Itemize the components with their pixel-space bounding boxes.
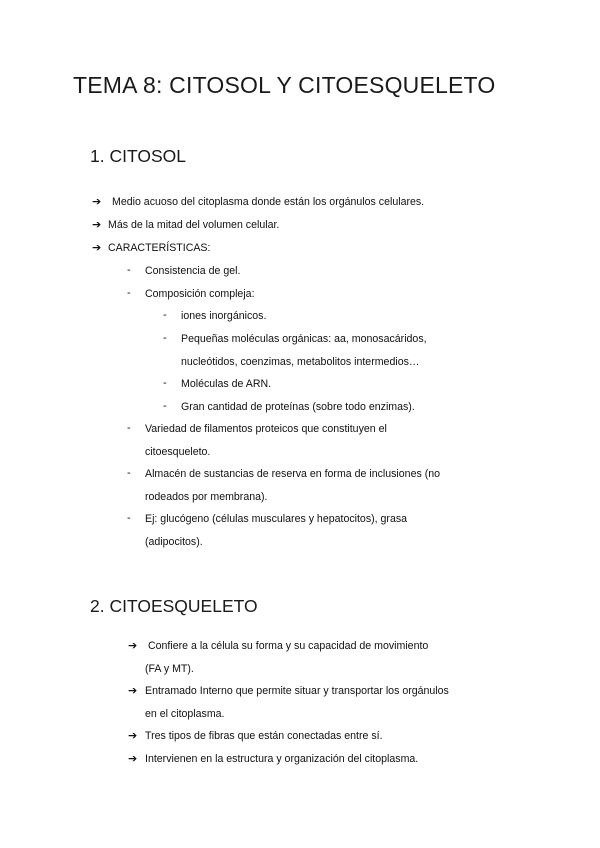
- arrow-bullet-icon: ➔: [128, 639, 138, 652]
- bullet-text: Intervienen en la estructura y organización del citoplasma.: [145, 753, 419, 765]
- arrow-bullet-icon: ➔: [92, 195, 102, 208]
- sub-item-text: nucleótidos, coenzimas, metabolitos intermedios…: [181, 356, 420, 368]
- list-item-text: Composición compleja:: [145, 288, 255, 300]
- dash-bullet: -: [163, 309, 167, 321]
- dash-bullet: -: [163, 377, 167, 389]
- dash-bullet: -: [127, 512, 131, 524]
- list-item-text: Consistencia de gel.: [145, 265, 241, 277]
- arrow-bullet-icon: ➔: [92, 218, 102, 231]
- arrow-bullet-icon: ➔: [128, 752, 138, 765]
- bullet-text: Más de la mitad del volumen celular.: [108, 219, 280, 231]
- bullet-text: Tres tipos de fibras que están conectadas entre sí.: [145, 730, 383, 742]
- sub-item-text: Gran cantidad de proteínas (sobre todo enzimas).: [181, 401, 415, 413]
- bullet-text: Medio acuoso del citoplasma donde están los orgánulos celulares.: [112, 196, 425, 208]
- list-item-text: rodeados por membrana).: [145, 491, 268, 503]
- dash-bullet: -: [127, 264, 131, 276]
- bullet-text: Entramado Interno que permite situar y transportar los orgánulos: [145, 685, 449, 697]
- list-item-text: citoesqueleto.: [145, 446, 211, 458]
- sub-item-text: Pequeñas moléculas orgánicas: aa, monosacáridos,: [181, 333, 427, 345]
- dash-bullet: -: [163, 400, 167, 412]
- list-item-text: Variedad de filamentos proteicos que constituyen el: [145, 423, 387, 435]
- bullet-text: (FA y MT).: [145, 663, 194, 675]
- sub-item-text: iones inorgánicos.: [181, 310, 267, 322]
- dash-bullet: -: [127, 287, 131, 299]
- dash-bullet: -: [127, 422, 131, 434]
- bullet-text: CARACTERÍSTICAS:: [108, 242, 211, 254]
- arrow-bullet-icon: ➔: [128, 684, 138, 697]
- arrow-bullet-icon: ➔: [128, 729, 138, 742]
- page-title: TEMA 8: CITOSOL Y CITOESQUELETO: [73, 72, 496, 98]
- list-item-text: Almacén de sustancias de reserva en forma de inclusiones (no: [145, 468, 441, 480]
- section-heading-citosol: 1. CITOSOL: [90, 146, 186, 166]
- dash-bullet: -: [127, 467, 131, 479]
- list-item-text: (adipocitos).: [145, 536, 203, 548]
- arrow-bullet-icon: ➔: [92, 241, 102, 254]
- bullet-text: en el citoplasma.: [145, 708, 225, 720]
- bullet-text: Confiere a la célula su forma y su capacidad de movimiento: [148, 640, 429, 652]
- sub-item-text: Moléculas de ARN.: [181, 378, 272, 390]
- list-item-text: Ej: glucógeno (células musculares y hepatocitos), grasa: [145, 513, 408, 525]
- section-heading-citoesqueleto: 2. CITOESQUELETO: [90, 596, 258, 616]
- dash-bullet: -: [163, 332, 167, 344]
